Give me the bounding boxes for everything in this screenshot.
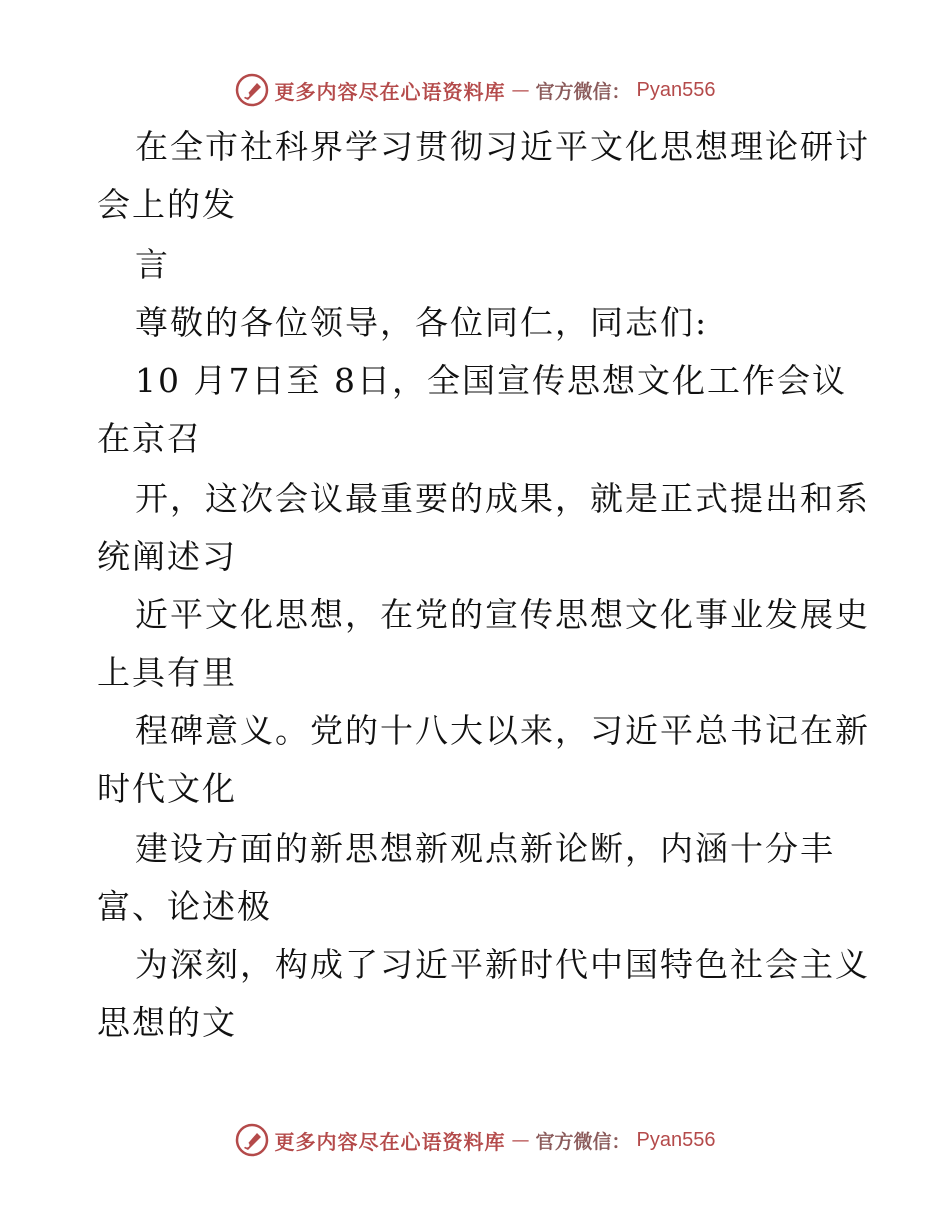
document-line: 建设方面的新思想新观点新论断，内涵十分丰 <box>135 829 835 868</box>
footer-wechat-id: Pyan556 <box>636 1128 716 1151</box>
document-line: 为深刻，构成了习近平新时代中国特色社会主义 <box>135 945 870 984</box>
footer-banner <box>0 1120 950 1160</box>
document-line: 程碑意义。党的十八大以来，习近平总书记在新 <box>135 711 870 750</box>
footer-dash: — <box>511 1129 530 1151</box>
document-line: 在全市社科界学习贯彻习近平文化思想理论研讨 <box>135 127 870 166</box>
document-line: 近平文化思想，在党的宣传思想文化事业发展史 <box>135 595 870 634</box>
document-line: 在京召 <box>97 419 202 458</box>
document-line: 言 <box>135 245 170 284</box>
document-line: 富、论述极 <box>97 887 272 926</box>
document-line: 尊敬的各位领导，各位同仁，同志们: <box>135 303 709 342</box>
header-dash: — <box>511 79 530 101</box>
pen-nib-icon <box>235 73 269 107</box>
header-banner <box>0 70 950 110</box>
document-line: 时代文化 <box>97 769 237 808</box>
header-wechat-id: Pyan556 <box>636 78 716 101</box>
document-line: 开，这次会议最重要的成果，就是正式提出和系 <box>135 479 870 518</box>
header-wechat-label: 官方微信： <box>535 80 631 103</box>
document-line: 统阐述习 <box>97 537 237 576</box>
header-brand-text: 更多内容尽在心语资料库 <box>274 79 506 104</box>
document-line: 思想的文 <box>97 1003 237 1042</box>
footer-wechat-label: 官方微信： <box>535 1130 631 1153</box>
document-line: 10 月7日至 8日，全国宣传思想文化工作会议 <box>135 361 847 400</box>
pen-nib-icon <box>235 1123 269 1157</box>
footer-brand-text: 更多内容尽在心语资料库 <box>274 1129 506 1154</box>
document-line: 会上的发 <box>97 185 237 224</box>
document-line: 上具有里 <box>97 653 237 692</box>
